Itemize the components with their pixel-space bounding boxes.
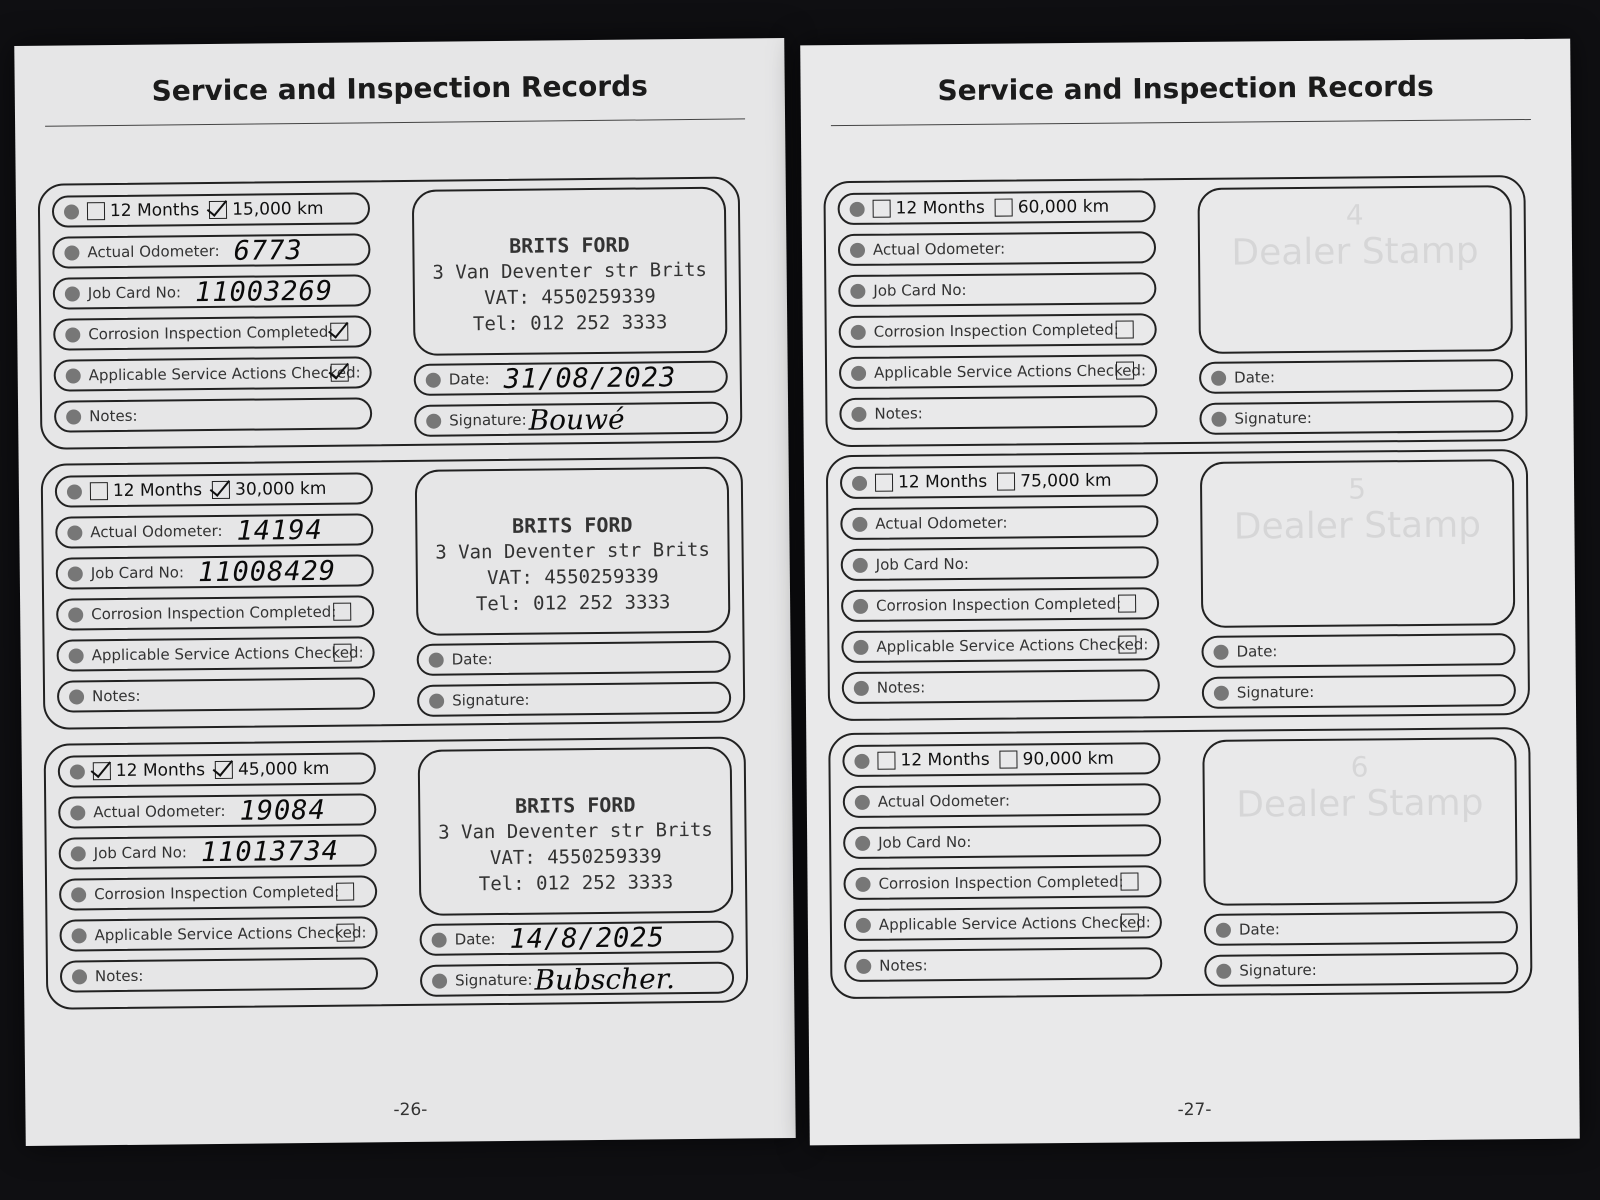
service-actions-checkbox[interactable] bbox=[1116, 361, 1134, 379]
service-actions-field bbox=[56, 636, 374, 671]
corrosion-label: Corrosion Inspection Completed: bbox=[878, 872, 1124, 893]
interval-field bbox=[838, 190, 1156, 225]
bullet-icon bbox=[853, 639, 868, 654]
months-checkbox[interactable] bbox=[90, 482, 108, 500]
bullet-icon bbox=[65, 327, 80, 342]
corrosion-field bbox=[843, 865, 1161, 900]
notes-field[interactable] bbox=[54, 397, 372, 432]
date-field[interactable] bbox=[419, 921, 733, 956]
bullet-icon bbox=[854, 753, 869, 768]
bullet-icon bbox=[67, 484, 82, 499]
page-number: -27- bbox=[1177, 1099, 1212, 1121]
bullet-icon bbox=[855, 835, 870, 850]
date-field[interactable] bbox=[1201, 633, 1515, 668]
km-checkbox[interactable] bbox=[995, 199, 1013, 217]
bullet-icon bbox=[71, 887, 86, 902]
bullet-icon bbox=[1213, 644, 1228, 659]
bullet-icon bbox=[432, 932, 447, 947]
service-record-3 bbox=[44, 736, 749, 1009]
odometer-field[interactable] bbox=[55, 513, 373, 548]
bullet-icon bbox=[854, 680, 869, 695]
job-card-label: Job Card No: bbox=[873, 280, 967, 300]
dealer-stamp bbox=[1197, 185, 1512, 354]
interval-field bbox=[840, 464, 1158, 499]
bullet-icon bbox=[1216, 922, 1231, 937]
date-field[interactable] bbox=[1204, 911, 1518, 946]
bullet-icon bbox=[852, 516, 867, 531]
odometer-value: 6773 bbox=[233, 234, 303, 267]
service-actions-field bbox=[844, 906, 1162, 941]
job-card-field[interactable] bbox=[838, 272, 1156, 307]
service-actions-field bbox=[59, 916, 377, 951]
stamp-line: VAT: 4550259339 bbox=[486, 565, 659, 590]
job-card-field[interactable] bbox=[56, 554, 374, 589]
service-actions-field bbox=[839, 354, 1157, 389]
stamp-text: Dealer Stamp bbox=[1231, 230, 1479, 274]
right-page bbox=[800, 39, 1580, 1146]
bullet-icon bbox=[851, 324, 866, 339]
page-title: Service and Inspection Records bbox=[937, 69, 1434, 108]
job-card-label: Job Card No: bbox=[90, 563, 185, 583]
corrosion-label: Corrosion Inspection Completed: bbox=[873, 320, 1119, 341]
signature-field[interactable] bbox=[414, 402, 728, 437]
date-field[interactable] bbox=[417, 641, 731, 676]
bullet-icon bbox=[65, 286, 80, 301]
km-label: 45,000 km bbox=[237, 758, 330, 780]
signature-field[interactable] bbox=[1204, 952, 1518, 987]
job-card-label: Job Card No: bbox=[87, 283, 182, 303]
stamp-number: 4 bbox=[1345, 198, 1364, 232]
km-label: 60,000 km bbox=[1017, 196, 1110, 218]
bullet-icon bbox=[70, 805, 85, 820]
corrosion-field bbox=[56, 595, 374, 630]
corrosion-checkbox[interactable] bbox=[330, 323, 348, 341]
dealer-stamp bbox=[1202, 737, 1517, 906]
stamp-line: BRITS FORD bbox=[514, 792, 636, 818]
signature-label: Signature: bbox=[1234, 408, 1312, 428]
corrosion-checkbox[interactable] bbox=[333, 603, 351, 621]
corrosion-label: Corrosion Inspection Completed: bbox=[94, 882, 340, 904]
months-checkbox[interactable] bbox=[875, 474, 893, 492]
service-actions-label: Applicable Service Actions Checked: bbox=[878, 913, 1151, 934]
odometer-label: Actual Odometer: bbox=[93, 801, 226, 822]
job-card-field[interactable] bbox=[843, 824, 1161, 859]
job-card-label: Job Card No: bbox=[878, 832, 972, 852]
service-actions-field bbox=[841, 628, 1159, 663]
bullet-icon bbox=[1211, 370, 1226, 385]
notes-label: Notes: bbox=[879, 956, 928, 975]
signature-value: Bubscher. bbox=[534, 961, 676, 997]
odometer-field[interactable] bbox=[52, 233, 370, 268]
dealer-stamp bbox=[1200, 459, 1515, 628]
km-label: 30,000 km bbox=[235, 478, 327, 500]
notes-label: Notes: bbox=[91, 686, 141, 706]
signature-field[interactable] bbox=[417, 682, 731, 717]
title-divider bbox=[45, 118, 745, 126]
corrosion-field bbox=[839, 313, 1157, 348]
stamp-line: Tel: 012 252 3333 bbox=[475, 591, 671, 616]
job-card-label: Job Card No: bbox=[93, 843, 188, 863]
months-label: 12 Months bbox=[109, 200, 200, 222]
odometer-label: Actual Odometer: bbox=[87, 241, 220, 262]
bullet-icon bbox=[64, 204, 79, 219]
stamp-line: VAT: 4550259339 bbox=[484, 285, 656, 310]
service-record-1 bbox=[38, 176, 743, 449]
bullet-icon bbox=[856, 958, 871, 973]
job-card-value: 11003269 bbox=[194, 275, 334, 308]
signature-value: Bouwé bbox=[528, 402, 625, 437]
months-checkbox[interactable] bbox=[873, 200, 891, 218]
job-card-value: 11013734 bbox=[200, 835, 340, 868]
interval-field bbox=[58, 752, 376, 787]
bullet-icon bbox=[850, 242, 865, 257]
km-checkbox[interactable] bbox=[212, 481, 230, 499]
job-card-label: Job Card No: bbox=[875, 554, 970, 574]
stamp-line: VAT: 4550259339 bbox=[489, 845, 662, 870]
odometer-label: Actual Odometer: bbox=[875, 513, 1008, 533]
stamp-line: 3 Van Deventer str Brits bbox=[432, 258, 708, 284]
service-actions-checkbox[interactable] bbox=[331, 364, 349, 382]
job-card-field[interactable] bbox=[841, 546, 1159, 581]
bullet-icon bbox=[1211, 411, 1226, 426]
odometer-field[interactable] bbox=[838, 231, 1156, 266]
odometer-label: Actual Odometer: bbox=[872, 239, 1006, 259]
notes-label: Notes: bbox=[876, 678, 926, 697]
service-actions-label: Applicable Service Actions Checked: bbox=[94, 923, 367, 945]
odometer-field[interactable] bbox=[840, 505, 1158, 540]
notes-label: Notes: bbox=[94, 966, 144, 986]
service-actions-label: Applicable Service Actions Checked: bbox=[91, 643, 364, 665]
notes-label: Notes: bbox=[89, 406, 138, 426]
odometer-field[interactable] bbox=[843, 783, 1161, 818]
dealer-stamp bbox=[418, 747, 734, 916]
bullet-icon bbox=[855, 794, 870, 809]
km-label: 75,000 km bbox=[1020, 470, 1112, 492]
notes-field[interactable] bbox=[839, 395, 1157, 430]
bullet-icon bbox=[429, 652, 444, 667]
bullet-icon bbox=[852, 475, 867, 490]
bullet-icon bbox=[853, 557, 868, 572]
notes-field[interactable] bbox=[842, 669, 1160, 704]
signature-label: Signature: bbox=[1239, 960, 1317, 980]
signature-label: Signature: bbox=[454, 970, 533, 990]
bullet-icon bbox=[66, 368, 81, 383]
service-actions-label: Applicable Service Actions Checked: bbox=[873, 361, 1147, 382]
service-actions-label: Applicable Service Actions Checked: bbox=[88, 363, 361, 385]
bullet-icon bbox=[429, 693, 444, 708]
job-card-value: 11008429 bbox=[197, 555, 337, 588]
months-label: 12 Months bbox=[900, 749, 990, 771]
interval-field bbox=[55, 472, 373, 507]
title-divider bbox=[831, 119, 1531, 126]
notes-field[interactable] bbox=[60, 957, 378, 992]
km-checkbox[interactable] bbox=[209, 201, 227, 219]
bullet-icon bbox=[1216, 963, 1231, 978]
bullet-icon bbox=[851, 365, 866, 380]
bullet-icon bbox=[68, 607, 83, 622]
corrosion-label: Corrosion Inspection Completed: bbox=[88, 322, 334, 344]
months-checkbox[interactable] bbox=[877, 752, 895, 770]
bullet-icon bbox=[851, 406, 866, 421]
bullet-icon bbox=[66, 409, 81, 424]
corrosion-checkbox[interactable] bbox=[1120, 872, 1138, 890]
date-value: 31/08/2023 bbox=[503, 361, 677, 395]
corrosion-label: Corrosion Inspection Completed: bbox=[876, 594, 1122, 615]
bullet-icon bbox=[70, 764, 85, 779]
bullet-icon bbox=[853, 598, 868, 613]
corrosion-field bbox=[841, 587, 1159, 622]
stamp-line: BRITS FORD bbox=[509, 232, 630, 258]
notes-field[interactable] bbox=[844, 947, 1162, 982]
service-record-2 bbox=[41, 456, 746, 729]
bullet-icon bbox=[69, 648, 84, 663]
stamp-text: Dealer Stamp bbox=[1236, 782, 1484, 826]
months-checkbox[interactable] bbox=[87, 202, 105, 220]
odometer-value: 19084 bbox=[239, 794, 326, 827]
signature-label: Signature: bbox=[452, 690, 530, 710]
date-field[interactable] bbox=[1199, 359, 1513, 394]
job-card-field[interactable] bbox=[53, 274, 371, 309]
signature-label: Signature: bbox=[1236, 682, 1315, 702]
dealer-stamp bbox=[412, 187, 728, 356]
stamp-text: Dealer Stamp bbox=[1233, 504, 1482, 548]
date-label: Date: bbox=[1238, 920, 1280, 939]
bullet-icon bbox=[850, 283, 865, 298]
service-actions-checkbox[interactable] bbox=[336, 924, 354, 942]
stamp-line: Tel: 012 252 3333 bbox=[478, 871, 674, 896]
km-label: 90,000 km bbox=[1022, 748, 1115, 770]
stamp-line: BRITS FORD bbox=[511, 512, 633, 538]
date-label: Date: bbox=[1234, 368, 1276, 387]
bullet-icon bbox=[69, 689, 84, 704]
odometer-value: 14194 bbox=[236, 514, 323, 547]
months-label: 12 Months bbox=[895, 197, 985, 219]
notes-field[interactable] bbox=[57, 677, 375, 712]
odometer-label: Actual Odometer: bbox=[877, 791, 1011, 811]
bullet-icon bbox=[67, 525, 82, 540]
bullet-icon bbox=[71, 846, 86, 861]
bullet-icon bbox=[856, 917, 871, 932]
signature-label: Signature: bbox=[449, 410, 527, 430]
bullet-icon bbox=[72, 928, 87, 943]
months-checkbox[interactable] bbox=[93, 762, 111, 780]
bullet-icon bbox=[68, 566, 83, 581]
date-label: Date: bbox=[448, 370, 490, 389]
page-title: Service and Inspection Records bbox=[151, 69, 648, 108]
km-label: 15,000 km bbox=[232, 198, 324, 220]
stamp-number: 5 bbox=[1348, 472, 1367, 506]
service-actions-checkbox[interactable] bbox=[334, 644, 352, 662]
bullet-icon bbox=[426, 372, 441, 387]
km-checkbox[interactable] bbox=[997, 473, 1015, 491]
corrosion-checkbox[interactable] bbox=[1118, 594, 1136, 612]
service-record-5 bbox=[826, 449, 1530, 721]
corrosion-field bbox=[53, 315, 371, 350]
bullet-icon bbox=[850, 201, 865, 216]
odometer-label: Actual Odometer: bbox=[90, 521, 223, 542]
km-checkbox[interactable] bbox=[1000, 751, 1018, 769]
stamp-line: 3 Van Deventer str Brits bbox=[438, 818, 713, 844]
km-checkbox[interactable] bbox=[215, 761, 233, 779]
dealer-stamp bbox=[415, 467, 731, 636]
bullet-icon bbox=[432, 973, 447, 988]
corrosion-checkbox[interactable] bbox=[336, 883, 354, 901]
date-field[interactable] bbox=[414, 361, 728, 396]
job-card-field[interactable] bbox=[59, 834, 377, 869]
service-actions-checkbox[interactable] bbox=[1121, 913, 1139, 931]
bullet-icon bbox=[64, 245, 79, 260]
months-label: 12 Months bbox=[112, 480, 203, 502]
signature-field[interactable] bbox=[1202, 674, 1516, 709]
months-label: 12 Months bbox=[897, 471, 988, 493]
service-actions-checkbox[interactable] bbox=[1118, 635, 1136, 653]
notes-label: Notes: bbox=[874, 404, 923, 423]
bullet-icon bbox=[72, 969, 87, 984]
interval-field bbox=[842, 742, 1160, 777]
stamp-line: 3 Van Deventer str Brits bbox=[435, 538, 710, 564]
bullet-icon bbox=[855, 876, 870, 891]
service-record-4 bbox=[823, 175, 1527, 447]
bullet-icon bbox=[1214, 685, 1229, 700]
odometer-field[interactable] bbox=[58, 793, 376, 828]
corrosion-label: Corrosion Inspection Completed: bbox=[91, 602, 337, 624]
stamp-line: Tel: 012 252 3333 bbox=[472, 311, 668, 336]
date-label: Date: bbox=[451, 650, 493, 669]
date-label: Date: bbox=[1236, 642, 1278, 661]
service-actions-label: Applicable Service Actions Checked: bbox=[876, 635, 1149, 656]
date-value: 14/8/2025 bbox=[509, 921, 666, 955]
signature-field[interactable] bbox=[420, 962, 734, 997]
left-page bbox=[14, 38, 795, 1146]
page-number: -26- bbox=[393, 1099, 428, 1121]
corrosion-checkbox[interactable] bbox=[1116, 320, 1134, 338]
months-label: 12 Months bbox=[115, 760, 206, 782]
signature-field[interactable] bbox=[1199, 400, 1513, 435]
service-record-6 bbox=[828, 727, 1532, 999]
date-label: Date: bbox=[454, 930, 496, 949]
interval-field bbox=[52, 192, 370, 227]
service-actions-field bbox=[54, 356, 372, 391]
stamp-number: 6 bbox=[1350, 750, 1369, 784]
bullet-icon bbox=[426, 413, 441, 428]
corrosion-field bbox=[59, 875, 377, 910]
